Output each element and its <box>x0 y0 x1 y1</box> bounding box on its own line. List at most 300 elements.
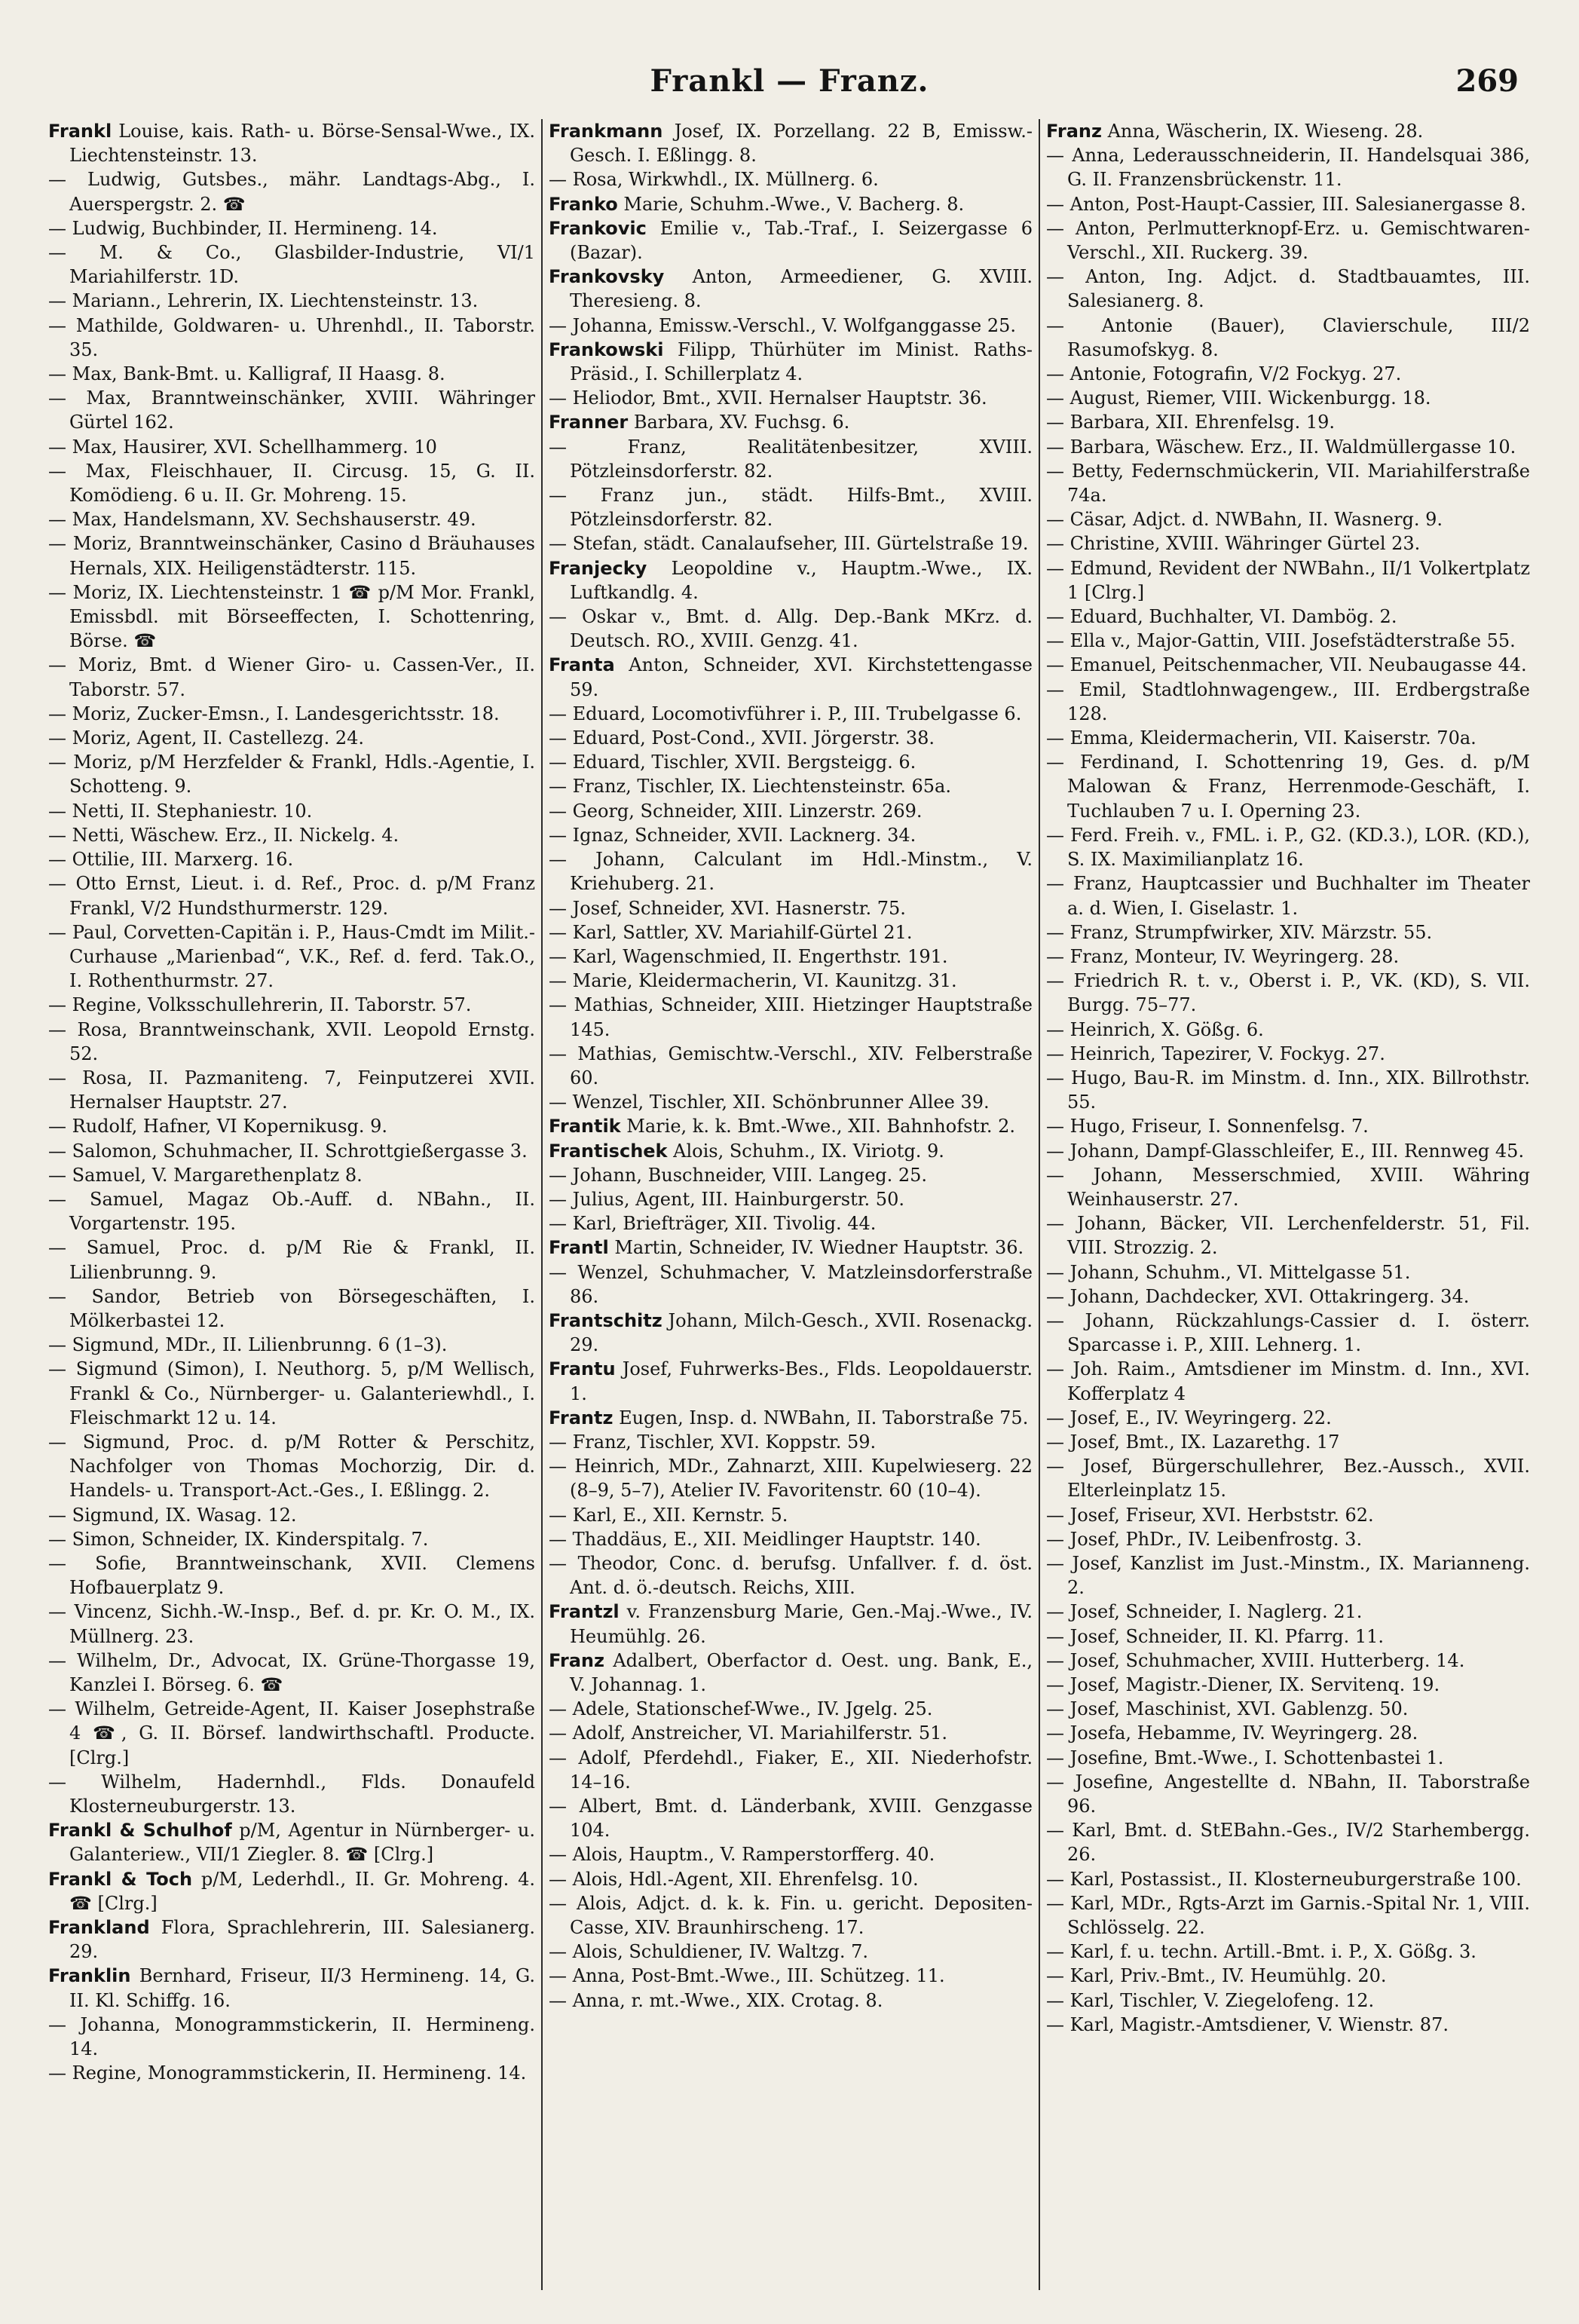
entry-surname: Frantischek <box>549 1140 668 1162</box>
entry-text: — Josef, Schneider, XVI. Hasnerstr. 75. <box>549 897 906 919</box>
directory-entry <box>1046 1114 1530 1138</box>
directory-entry <box>549 1454 1033 1502</box>
entry-surname: Frantik <box>549 1116 621 1138</box>
entry-text: — Anton, Post-Haupt-Cassier, III. Salesianergasse 8. <box>1046 193 1526 215</box>
entry-text: — Anna, Lederausschneiderin, II. Handelsquai 386, G. II. Franzensbrückenstr. 11. <box>1046 145 1530 191</box>
directory-entry <box>549 1527 1033 1551</box>
directory-entry <box>48 435 535 459</box>
directory-entry <box>48 1818 535 1866</box>
directory-entry <box>1046 969 1530 1017</box>
entry-text: — Johann, Bäcker, VII. Lerchenfelderstr. 51, Fil. VIII. Strozzig. 2. <box>1046 1213 1530 1259</box>
entry-text: — Wilhelm, Getreide-Agent, II. Kaiser Josephstraße 4 ☎, G. II. Börsef. landwirthschaftl. Producte. [Clrg.] <box>48 1698 535 1768</box>
directory-entry <box>549 1940 1033 1964</box>
entry-text: — Johann, Rückzahlungs-Cassier d. I. österr. Sparcasse i. P., XIII. Lehnerg. 1. <box>1046 1309 1530 1356</box>
directory-entry <box>48 799 535 823</box>
entry-text: — Rosa, Branntweinschank, XVII. Leopold Ernstg. 52. <box>48 1018 535 1064</box>
entry-text: — Ottilie, III. Marxerg. 16. <box>48 849 294 871</box>
directory-entry <box>549 192 1033 216</box>
directory-entry <box>48 362 535 386</box>
entry-text: Anna, Wäscherin, IX. Wieseng. 28. <box>1107 121 1424 142</box>
directory-entry <box>48 1066 535 1114</box>
entry-text: — Ludwig, Gutsbes., mähr. Landtags-Abg., I. Auerspergstr. 2. ☎ <box>48 169 535 215</box>
directory-entry <box>1046 1673 1530 1697</box>
directory-entry <box>48 2013 535 2061</box>
entry-text: — Ferdinand, I. Schottenring 19, Ges. d. p/M Malowan & Franz, Herrenmode-Geschäft, I. Tuchlauben 7 u. I. Operning 23. <box>1046 752 1530 822</box>
directory-entry <box>1046 1139 1530 1163</box>
entry-text: — Stefan, städt. Canalaufseher, III. Gürtelstraße 19. <box>549 533 1029 555</box>
directory-entry <box>1046 1989 1530 2013</box>
entry-surname: Franko <box>549 193 618 215</box>
entry-text: — Hugo, Bau-R. im Minstm. d. Inn., XIX. Billrothstr. 55. <box>1046 1067 1530 1113</box>
directory-entry <box>48 1503 535 1527</box>
directory-entry <box>48 1867 535 1915</box>
entry-text: — Hugo, Friseur, I. Sonnenfelsg. 7. <box>1046 1116 1369 1138</box>
directory-entry <box>1046 362 1530 386</box>
directory-entry <box>48 920 535 994</box>
entry-text: — Johann, Dachdecker, XVI. Ottakringerg. 34. <box>1046 1285 1470 1307</box>
directory-entry <box>549 410 1033 434</box>
entry-text: — Josef, Bürgerschullehrer, Bez.-Aussch., XVII. Elterleinplatz 15. <box>1046 1456 1530 1502</box>
entry-text: Marie, k. k. Bmt.-Wwe., XII. Bahnhofstr. 2. <box>626 1116 1016 1138</box>
directory-entry <box>549 1430 1033 1454</box>
entry-text: — Cäsar, Adjct. d. NWBahn, II. Wasnerg. 9. <box>1046 509 1443 531</box>
directory-entry <box>549 1867 1033 1891</box>
entry-text: — Eduard, Buchhalter, VI. Dambög. 2. <box>1046 606 1397 628</box>
entry-surname: Frantz <box>549 1407 614 1428</box>
directory-entry <box>549 920 1033 945</box>
entry-text: — Wenzel, Tischler, XII. Schönbrunner Allee 39. <box>549 1092 990 1113</box>
directory-entry <box>549 1794 1033 1842</box>
entry-text: — Karl, Bmt. d. StEBahn.-Ges., IV/2 Starhembergg. 26. <box>1046 1820 1530 1866</box>
entry-text: — Salomon, Schuhmacher, II. Schrottgießergasse 3. <box>48 1140 528 1162</box>
entry-text: — Eduard, Post-Cond., XVII. Jörgerstr. 38. <box>549 727 935 749</box>
directory-entry <box>48 847 535 871</box>
entry-surname: Franklin <box>48 1965 131 1987</box>
entry-text: — Christine, XVIII. Währinger Gürtel 23. <box>1046 533 1421 555</box>
directory-entry <box>48 2061 535 2085</box>
directory-entry <box>48 314 535 362</box>
directory-entry <box>1046 1309 1530 1357</box>
directory-entry <box>1046 1940 1530 1964</box>
directory-entry <box>1046 1891 1530 1940</box>
directory-entry <box>549 847 1033 896</box>
directory-entry <box>48 653 535 701</box>
entry-text: — Max, Branntweinschänker, XVIII. Währinger Gürtel 162. <box>48 387 535 433</box>
directory-entry <box>549 1260 1033 1309</box>
directory-entry <box>48 459 535 507</box>
entry-text: — Josefine, Angestellte d. NBahn, II. Taborstraße 96. <box>1046 1771 1530 1817</box>
entry-text: — Georg, Schneider, XIII. Linzerstr. 269. <box>549 800 923 822</box>
entry-text: — Antonie, Fotografin, V/2 Fockyg. 27. <box>1046 363 1402 385</box>
entry-text: — Wilhelm, Dr., Advocat, IX. Grüne-Thorgasse 19, Kanzlei I. Börseg. 6. ☎ <box>48 1649 535 1695</box>
entry-surname: Franta <box>549 654 615 676</box>
entry-surname: Frantl <box>549 1237 609 1259</box>
directory-entry <box>48 1114 535 1138</box>
entry-surname: Franz <box>1046 121 1102 142</box>
entry-text: — Johann, Schuhm., VI. Mittelgasse 51. <box>1046 1261 1411 1283</box>
entry-text: — Karl, Sattler, XV. Mariahilf-Gürtel 21. <box>549 921 913 943</box>
entry-text: — Adolf, Pferdehdl., Fiaker, E., XII. Niederhofstr. 14–16. <box>549 1747 1033 1793</box>
directory-entry <box>549 386 1033 410</box>
directory-entry <box>549 1842 1033 1866</box>
entry-text: — Johanna, Monogrammstickerin, II. Hermineng. 14. <box>48 2013 535 2060</box>
entry-text: Marie, Schuhm.-Wwe., V. Bacherg. 8. <box>623 193 965 215</box>
entry-text: — Karl, Magistr.-Amtsdiener, V. Wienstr. 87. <box>1046 2013 1449 2035</box>
directory-entry <box>48 1770 535 1818</box>
entry-text: — Karl, Priv.-Bmt., IV. Heumühlg. 20. <box>1046 1965 1387 1987</box>
directory-entry <box>549 726 1033 750</box>
entry-text: — Sandor, Betrieb von Börsegeschäften, I. Mölkerbastei 12. <box>48 1285 535 1331</box>
directory-entry <box>1046 750 1530 823</box>
directory-entry <box>48 726 535 750</box>
entry-text: — Regine, Volksschullehrerin, II. Taborstr. 57. <box>48 994 472 1016</box>
entry-text: Eugen, Insp. d. NWBahn, II. Taborstraße 75. <box>619 1407 1029 1428</box>
entry-text: — Sigmund, MDr., II. Lilienbrunng. 6 (1–3). <box>48 1334 448 1356</box>
directory-entry <box>1046 1042 1530 1066</box>
directory-entry <box>48 1915 535 1964</box>
entry-text: — Josef, Bmt., IX. Lazarethg. 17 <box>1046 1431 1340 1453</box>
entry-text: — Karl, f. u. techn. Artill.-Bmt. i. P., X. Gößg. 3. <box>1046 1941 1476 1963</box>
directory-entry <box>549 265 1033 313</box>
directory-entry <box>549 1891 1033 1940</box>
entry-text: — Heliodor, Bmt., XVII. Hernalser Hauptstr. 36. <box>549 387 987 409</box>
directory-entry <box>549 1721 1033 1745</box>
directory-entry <box>1046 1746 1530 1770</box>
entry-text: — Marie, Kleidermacherin, VI. Kaunitzg. 31. <box>549 970 957 992</box>
directory-entry <box>549 896 1033 920</box>
entry-text: — Betty, Federnschmückerin, VII. Mariahilferstraße 74a. <box>1046 460 1530 507</box>
entry-text: — Julius, Agent, III. Hainburgerstr. 50. <box>549 1188 904 1210</box>
directory-entry <box>1046 871 1530 920</box>
directory-entry <box>48 823 535 847</box>
directory-entry <box>1046 507 1530 531</box>
directory-entry <box>1046 1211 1530 1260</box>
entry-text: — Netti, Wäschew. Erz., II. Nickelg. 4. <box>48 824 399 846</box>
directory-entry <box>549 1551 1033 1600</box>
entry-text: — M. & Co., Glasbilder-Industrie, VI/1 Mariahilferstr. 1D. <box>48 242 535 288</box>
directory-entry <box>1046 726 1530 750</box>
directory-entry <box>48 1235 535 1284</box>
entry-text: — Barbara, XII. Ehrenfelsg. 19. <box>1046 412 1336 433</box>
directory-entry <box>48 1357 535 1430</box>
directory-entry <box>549 1114 1033 1138</box>
directory-entry <box>1046 1284 1530 1309</box>
directory-entry <box>549 1042 1033 1090</box>
directory-entry <box>48 531 535 580</box>
directory-entry <box>1046 653 1530 677</box>
entry-text: Leopoldine v., Hauptm.-Wwe., IX. Luftkandlg. 4. <box>570 557 1033 603</box>
entry-text: — Otto Ernst, Lieut. i. d. Ref., Proc. d. p/M Franz Frankl, V/2 Hundsthurmerstr. 129. <box>48 873 535 919</box>
directory-entry <box>48 1187 535 1235</box>
entry-text: — Eduard, Tischler, XVII. Bergsteigg. 6. <box>549 752 916 773</box>
entry-text: Filipp, Thürhüter im Minist. Raths-Präsid., I. Schillerplatz 4. <box>570 338 1033 385</box>
entry-text: — Netti, II. Stephaniestr. 10. <box>48 800 313 822</box>
entry-text: Emilie v., Tab.-Traf., I. Seizergasse 6 (Bazar). <box>570 217 1033 264</box>
directory-entry <box>549 1309 1033 1357</box>
entry-text: — Alois, Hdl.-Agent, XII. Ehrenfelsg. 10. <box>549 1868 919 1890</box>
entry-text: Bernhard, Friseur, II/3 Hermineng. 14, G. II. Kl. Schiffg. 16. <box>69 1965 535 2011</box>
directory-entry <box>549 119 1033 167</box>
entry-text: — Heinrich, X. Gößg. 6. <box>1046 1018 1264 1040</box>
entry-text: — Moriz, Bmt. d Wiener Giro- u. Cassen-Ver., II. Taborstr. 57. <box>48 654 535 700</box>
directory-entry <box>1046 1551 1530 1600</box>
entry-text: — Franz jun., städt. Hilfs-Bmt., XVIII. Pötzleinsdorferstr. 82. <box>549 485 1033 531</box>
entry-text: Martin, Schneider, IV. Wiedner Hauptstr. 36. <box>614 1237 1024 1259</box>
entry-surname: Frankovic <box>549 217 647 239</box>
entry-surname: Frankl & Toch <box>48 1868 193 1890</box>
directory-entry <box>48 216 535 240</box>
entry-text: — Anna, r. mt.-Wwe., XIX. Crotag. 8. <box>549 1989 883 2011</box>
entry-text: — Josef, Schneider, II. Kl. Pfarrg. 11. <box>1046 1625 1384 1647</box>
entry-text: Josef, IX. Porzellang. 22 B, Emissw.-Gesch. I. Eßlingg. 8. <box>570 121 1033 167</box>
directory-entry <box>549 1600 1033 1648</box>
entry-text: — Heinrich, MDr., Zahnarzt, XIII. Kupelwieserg. 22 (8–9, 5–7), Atelier IV. Favoritenstr. 60 (10–4). <box>549 1456 1033 1502</box>
entry-surname: Franjecky <box>549 557 647 579</box>
directory-entry <box>1046 435 1530 459</box>
entry-surname: Franz <box>549 1649 604 1671</box>
entry-surname: Frankmann <box>549 121 663 142</box>
directory-entry <box>1046 556 1530 605</box>
entry-text: — Sigmund (Simon), I. Neuthorg. 5, p/M Wellisch, Frankl & Co., Nürnberger- u. Galanteriewhdl., I. Fleischmarkt 12 u. 14. <box>48 1358 535 1428</box>
column-2 <box>541 119 1039 2290</box>
directory-entry <box>48 167 535 216</box>
directory-entry <box>549 1649 1033 1697</box>
directory-entry <box>549 1235 1033 1260</box>
directory-entry <box>48 1018 535 1066</box>
directory-entry <box>1046 1600 1530 1624</box>
column-1 <box>44 119 541 2290</box>
entry-text: — Josef, Friseur, XVI. Herbststr. 62. <box>1046 1504 1374 1526</box>
directory-entry <box>549 750 1033 774</box>
entry-text: — Antonie (Bauer), Clavierschule, III/2 Rasumofskyg. 8. <box>1046 314 1530 360</box>
entry-text: — Wenzel, Schuhmacher, V. Matzleinsdorferstraße 86. <box>549 1261 1033 1307</box>
directory-entry <box>549 338 1033 386</box>
entry-text: — Rudolf, Hafner, VI Kopernikusg. 9. <box>48 1116 387 1138</box>
entry-text: — Sigmund, Proc. d. p/M Rotter & Perschitz, Nachfolger von Thomas Mochorzig, Dir. d. Handels- u. Transport-Act.-Ges., I. Eßlingg. 2. <box>48 1431 535 1502</box>
directory-entry <box>1046 678 1530 726</box>
entry-text: — Karl, E., XII. Kernstr. 5. <box>549 1504 788 1526</box>
directory-entry <box>1046 459 1530 507</box>
entry-text: — Josefine, Bmt.-Wwe., I. Schottenbastei 1. <box>1046 1747 1444 1768</box>
directory-entry <box>549 435 1033 483</box>
entry-text: v. Franzensburg Marie, Gen.-Maj.-Wwe., IV. Heumühlg. 26. <box>570 1601 1033 1647</box>
entry-text: — Wilhelm, Hadernhdl., Flds. Donaufeld Klosterneuburgerstr. 13. <box>48 1771 535 1817</box>
directory-entry <box>549 1964 1033 1988</box>
directory-entry <box>1046 920 1530 945</box>
directory-entry <box>1046 265 1530 313</box>
entry-text: — Max, Fleischhauer, II. Circusg. 15, G. II. Komödieng. 6 u. II. Gr. Mohreng. 15. <box>48 460 535 507</box>
entry-text: — Barbara, Wäschew. Erz., II. Waldmüllergasse 10. <box>1046 436 1516 458</box>
entry-text: — Alois, Hauptm., V. Ramperstorfferg. 40. <box>549 1844 935 1866</box>
directory-entry <box>549 314 1033 338</box>
entry-text: Barbara, XV. Fuchsg. 6. <box>633 412 850 433</box>
directory-columns <box>44 119 1536 2290</box>
directory-entry <box>48 1649 535 1697</box>
entry-surname: Frankovsky <box>549 266 665 288</box>
entry-text: — Josef, E., IV. Weyringerg. 22. <box>1046 1407 1332 1428</box>
entry-text: — Karl, Tischler, V. Ziegelofeng. 12. <box>1046 1989 1375 2011</box>
entry-text: — Franz, Hauptcassier und Buchhalter im Theater a. d. Wien, I. Giselastr. 1. <box>1046 873 1530 919</box>
directory-entry <box>549 774 1033 798</box>
directory-entry <box>549 1989 1033 2013</box>
directory-entry <box>48 240 535 289</box>
entry-text: — Josef, Maschinist, XVI. Gablenzg. 50. <box>1046 1698 1409 1720</box>
entry-text: — Oskar v., Bmt. d. Allg. Dep.-Bank MKrz. d. Deutsch. RO., XVIII. Genzg. 41. <box>549 606 1033 652</box>
entry-text: — Adele, Stationschef-Wwe., IV. Jgelg. 25. <box>549 1698 933 1720</box>
directory-entry <box>1046 1406 1530 1430</box>
running-head: Frankl — Franz. <box>650 63 929 99</box>
directory-entry <box>1046 2013 1530 2037</box>
directory-entry <box>549 993 1033 1041</box>
entry-text: — Josef, PhDr., IV. Leibenfrostg. 3. <box>1046 1528 1363 1550</box>
entry-surname: Frankland <box>48 1917 150 1939</box>
entry-text: — Franz, Realitätenbesitzer, XVIII. Pötzleinsdorferstr. 82. <box>549 436 1033 482</box>
directory-entry <box>48 386 535 434</box>
directory-entry <box>1046 119 1530 143</box>
directory-entry <box>1046 386 1530 410</box>
entry-text: — Karl, MDr., Rgts-Arzt im Garnis.-Spital Nr. 1, VIII. Schlösselg. 22. <box>1046 1892 1530 1939</box>
entry-text: — Johann, Dampf-Glasschleifer, E., III. Rennweg 45. <box>1046 1140 1525 1162</box>
entry-surname: Frankl & Schulhof <box>48 1820 232 1842</box>
entry-text: — Anna, Post-Bmt.-Wwe., III. Schützeg. 11. <box>549 1965 945 1987</box>
directory-entry <box>1046 1018 1530 1042</box>
directory-entry <box>48 702 535 726</box>
entry-text: — Thaddäus, E., XII. Meidlinger Hauptstr. 140. <box>549 1528 981 1550</box>
directory-entry <box>1046 216 1530 265</box>
directory-entry <box>549 605 1033 653</box>
directory-entry <box>1046 314 1530 362</box>
entry-text: — Karl, Wagenschmied, II. Engerthstr. 191. <box>549 945 948 967</box>
directory-entry <box>549 1697 1033 1721</box>
directory-entry <box>1046 1260 1530 1284</box>
entry-text: — Eduard, Locomotivführer i. P., III. Trubelgasse 6. <box>549 703 1022 724</box>
entry-text: — Heinrich, Tapezirer, V. Fockyg. 27. <box>1046 1043 1385 1064</box>
directory-entry <box>1046 1357 1530 1405</box>
directory-entry <box>1046 1454 1530 1502</box>
entry-text: — Johanna, Emissw.-Verschl., V. Wolfganggasse 25. <box>549 314 1017 336</box>
directory-entry <box>549 483 1033 531</box>
entry-text: — Emanuel, Peitschenmacher, VII. Neubaugasse 44. <box>1046 654 1527 676</box>
entry-text: — Regine, Monogrammstickerin, II. Hermineng. 14. <box>48 2062 527 2084</box>
directory-entry <box>1046 1697 1530 1721</box>
directory-entry <box>1046 1503 1530 1527</box>
entry-text: — Johann, Buschneider, VIII. Langeg. 25. <box>549 1164 928 1186</box>
directory-entry <box>48 1163 535 1187</box>
entry-text: — Joh. Raim., Amtsdiener im Minstm. d. Inn., XVI. Kofferplatz 4 <box>1046 1358 1530 1404</box>
directory-entry <box>1046 1649 1530 1673</box>
entry-text: — Josef, Schuhmacher, XVIII. Hutterberg. 14. <box>1046 1649 1465 1671</box>
directory-entry <box>1046 1964 1530 1988</box>
directory-entry <box>1046 143 1530 191</box>
directory-entry <box>549 531 1033 556</box>
entry-text: — Josefa, Hebamme, IV. Weyringerg. 28. <box>1046 1722 1418 1744</box>
entry-text: p/M, Agentur in Nürnberger- u. Galanteriew., VII/1 Ziegler. 8. ☎ [Clrg.] <box>69 1820 535 1866</box>
directory-entry <box>549 1211 1033 1235</box>
entry-text: — Franz, Tischler, IX. Liechtensteinstr. 65a. <box>549 776 951 798</box>
directory-entry <box>549 1090 1033 1114</box>
entry-text: — Josef, Schneider, I. Naglerg. 21. <box>1046 1601 1363 1623</box>
entry-text: — Josef, Kanzlist im Just.-Minstm., IX. Marianneng. 2. <box>1046 1552 1530 1599</box>
directory-entry <box>549 945 1033 969</box>
directory-entry <box>549 653 1033 701</box>
directory-entry <box>1046 605 1530 629</box>
entry-text: Alois, Schuhm., IX. Viriotg. 9. <box>673 1140 944 1162</box>
directory-entry <box>549 1139 1033 1163</box>
directory-entry <box>549 167 1033 191</box>
entry-text: — Albert, Bmt. d. Länderbank, XVIII. Genzgasse 104. <box>549 1796 1033 1842</box>
directory-entry <box>48 1964 535 2012</box>
entry-text: Anton, Armeediener, G. XVIII. Theresieng. 8. <box>570 266 1033 312</box>
directory-entry <box>1046 1770 1530 1818</box>
directory-entry <box>1046 192 1530 216</box>
entry-text: — Alois, Adjct. d. k. k. Fin. u. gericht. Depositen-Casse, XIV. Braunhirscheng. 17. <box>549 1892 1033 1939</box>
entry-text: — Emma, Kleidermacherin, VII. Kaiserstr. 70a. <box>1046 727 1476 749</box>
entry-text: — Sofie, Branntweinschank, XVII. Clemens Hofbauerplatz 9. <box>48 1552 535 1599</box>
page-header <box>45 59 1534 106</box>
entry-surname: Frantzl <box>549 1601 620 1623</box>
directory-entry <box>549 969 1033 993</box>
entry-text: — Max, Hausirer, XVI. Schellhammerg. 10 <box>48 436 437 458</box>
entry-text: — Samuel, Proc. d. p/M Rie & Frankl, II. Lilienbrunng. 9. <box>48 1237 535 1283</box>
entry-text: — Ferd. Freih. v., FML. i. P., G2. (KD.3.), LOR. (KD.), S. IX. Maximilianplatz 16. <box>1046 824 1530 871</box>
entry-text: — Johann, Messerschmied, XVIII. Währing Weinhauserstr. 27. <box>1046 1164 1530 1210</box>
entry-text: — Moriz, Zucker-Emsn., I. Landesgerichtsstr. 18. <box>48 703 500 724</box>
entry-text: — Mariann., Lehrerin, IX. Liechtensteinstr. 13. <box>48 290 479 312</box>
directory-entry <box>549 1503 1033 1527</box>
entry-text: — Ignaz, Schneider, XVII. Lacknerg. 34. <box>549 824 916 846</box>
entry-text: Louise, kais. Rath- u. Börse-Sensal-Wwe., IX. Liechtensteinstr. 13. <box>69 121 536 167</box>
directory-entry <box>48 750 535 798</box>
directory-entry <box>48 507 535 531</box>
entry-text: — Vincenz, Sichh.-W.-Insp., Bef. d. pr. Kr. O. M., IX. Müllnerg. 23. <box>48 1601 535 1647</box>
directory-entry <box>48 580 535 654</box>
entry-text: — Friedrich R. t. v., Oberst i. P., VK. (KD), S. VII. Burgg. 75–77. <box>1046 970 1530 1016</box>
directory-entry <box>1046 945 1530 969</box>
entry-text: — Franz, Monteur, IV. Weyringerg. 28. <box>1046 945 1400 967</box>
directory-entry <box>1046 1818 1530 1866</box>
entry-surname: Frankowski <box>549 338 664 360</box>
entry-text: — Anton, Perlmutterknopf-Erz. u. Gemischtwaren-Verschl., XII. Ruckerg. 39. <box>1046 217 1530 264</box>
entry-text: — Edmund, Revident der NWBahn., II/1 Volkertplatz 1 [Clrg.] <box>1046 557 1530 603</box>
entry-text: — Samuel, Magaz Ob.-Auff. d. NBahn., II. Vorgartenstr. 195. <box>48 1188 535 1235</box>
directory-entry <box>1046 1867 1530 1891</box>
page-number: 269 <box>1455 63 1519 99</box>
entry-text: — Franz, Tischler, XVI. Koppstr. 59. <box>549 1431 877 1453</box>
column-3 <box>1039 119 1536 2290</box>
directory-entry <box>549 1163 1033 1187</box>
directory-entry <box>1046 1624 1530 1649</box>
directory-entry <box>549 1746 1033 1794</box>
entry-text: Anton, Schneider, XVI. Kirchstettengasse 59. <box>570 654 1033 700</box>
entry-text: — Anton, Ing. Adjct. d. Stadtbauamtes, III. Salesianerg. 8. <box>1046 266 1530 312</box>
directory-entry <box>1046 531 1530 556</box>
entry-text: — Sigmund, IX. Wasag. 12. <box>48 1504 297 1526</box>
directory-entry <box>1046 410 1530 434</box>
entry-text: — Max, Handelsmann, XV. Sechshauserstr. 49. <box>48 509 476 531</box>
entry-surname: Frantschitz <box>549 1309 663 1331</box>
entry-text: — Mathias, Schneider, XIII. Hietzinger Hauptstraße 145. <box>549 994 1033 1040</box>
directory-entry <box>48 1284 535 1333</box>
entry-text: — Emil, Stadtlohnwagengew., III. Erdbergstraße 128. <box>1046 678 1530 724</box>
directory-entry <box>1046 1066 1530 1114</box>
entry-text: — Max, Bank-Bmt. u. Kalligraf, II Haasg. 8. <box>48 363 445 385</box>
entry-text: — Karl, Briefträger, XII. Tivolig. 44. <box>549 1213 877 1235</box>
directory-entry <box>48 871 535 920</box>
directory-entry <box>549 823 1033 847</box>
directory-entry <box>48 1527 535 1551</box>
entry-text: — Franz, Strumpfwirker, XIV. Märzstr. 55. <box>1046 921 1433 943</box>
entry-text: — Rosa, Wirkwhdl., IX. Müllnerg. 6. <box>549 169 879 191</box>
